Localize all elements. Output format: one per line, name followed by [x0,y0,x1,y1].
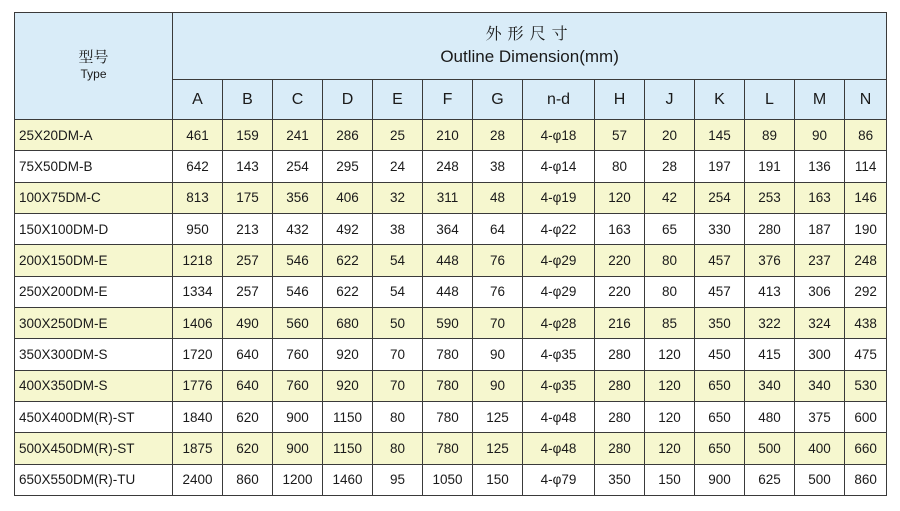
model-cell: 450X400DM(R)-ST [15,401,173,432]
dimension-cell: 813 [173,182,223,213]
dimension-cell: 280 [745,213,795,244]
dimension-cell: 280 [595,339,645,370]
dimension-cell: 860 [223,464,273,495]
dimension-cell: 80 [373,401,423,432]
dimension-cell: 546 [273,245,323,276]
outline-dimension-table [14,12,887,496]
dimension-cell: 4-φ48 [523,433,595,464]
dimension-cell: 80 [595,151,645,182]
dimension-cell: 620 [223,401,273,432]
column-header: A [173,80,223,120]
dimension-cell: 650 [695,370,745,401]
dimension-cell: 546 [273,276,323,307]
dimension-cell: 642 [173,151,223,182]
dimension-cell: 38 [373,213,423,244]
dimension-cell: 457 [695,245,745,276]
dimension-cell: 163 [595,213,645,244]
dimension-cell: 900 [695,464,745,495]
dimension-cell: 163 [795,182,845,213]
column-header: C [273,80,323,120]
model-cell: 250X200DM-E [15,276,173,307]
dimension-cell: 65 [645,213,695,244]
title-en: Outline Dimension(mm) [440,47,619,66]
dimension-cell: 1840 [173,401,223,432]
table-row [15,307,887,338]
dimension-cell: 24 [373,151,423,182]
dimension-cell: 286 [323,120,373,151]
model-cell: 100X75DM-C [15,182,173,213]
dimension-cell: 95 [373,464,423,495]
dimension-cell: 54 [373,245,423,276]
dimension-cell: 220 [595,276,645,307]
dimension-cell: 120 [645,339,695,370]
dimension-cell: 306 [795,276,845,307]
dimension-cell: 560 [273,307,323,338]
dimension-cell: 1720 [173,339,223,370]
dimension-cell: 187 [795,213,845,244]
dimension-cell: 254 [695,182,745,213]
type-header-cn: 型号 [78,49,109,66]
dimension-cell: 120 [645,433,695,464]
dimension-cell: 80 [645,245,695,276]
dimension-cell: 125 [473,433,523,464]
dimension-cell: 28 [645,151,695,182]
dimension-cell: 622 [323,276,373,307]
dimension-cell: 625 [745,464,795,495]
dimension-cell: 1050 [423,464,473,495]
column-header: D [323,80,373,120]
dimension-cell: 400 [795,433,845,464]
dimension-cell: 900 [273,401,323,432]
dimension-cell: 780 [423,370,473,401]
dimension-cell: 448 [423,276,473,307]
dimension-cell: 253 [745,182,795,213]
dimension-cell: 4-φ19 [523,182,595,213]
dimension-cell: 136 [795,151,845,182]
table-body [15,120,887,496]
dimension-cell: 120 [595,182,645,213]
dimension-cell: 257 [223,276,273,307]
dimension-cell: 1218 [173,245,223,276]
column-header: H [595,80,645,120]
model-cell: 400X350DM-S [15,370,173,401]
dimension-cell: 32 [373,182,423,213]
dimension-cell: 280 [595,370,645,401]
dimension-cell: 89 [745,120,795,151]
dimension-cell: 2400 [173,464,223,495]
table-row [15,245,887,276]
dimension-cell: 4-φ22 [523,213,595,244]
dimension-cell: 4-φ48 [523,401,595,432]
dimension-cell: 248 [845,245,887,276]
column-header: J [645,80,695,120]
dimension-cell: 48 [473,182,523,213]
dimension-cell: 237 [795,245,845,276]
table-row [15,213,887,244]
dimension-cell: 860 [845,464,887,495]
dimension-cell: 600 [845,401,887,432]
dimension-cell: 38 [473,151,523,182]
table-row [15,370,887,401]
dimension-cell: 1406 [173,307,223,338]
dimension-cell: 241 [273,120,323,151]
dimension-cell: 330 [695,213,745,244]
dimension-cell: 1776 [173,370,223,401]
dimension-cell: 190 [845,213,887,244]
dimension-cell: 125 [473,401,523,432]
model-cell: 500X450DM(R)-ST [15,433,173,464]
dimension-cell: 324 [795,307,845,338]
dimension-cell: 322 [745,307,795,338]
dimension-cell: 25 [373,120,423,151]
dimension-cell: 415 [745,339,795,370]
dimension-cell: 780 [423,401,473,432]
header-title-row [15,13,887,80]
dimension-cell: 143 [223,151,273,182]
dimension-cell: 70 [473,307,523,338]
dimension-cell: 406 [323,182,373,213]
dimension-cell: 42 [645,182,695,213]
table-row [15,276,887,307]
dimension-cell: 590 [423,307,473,338]
dimension-cell: 438 [845,307,887,338]
dimension-cell: 57 [595,120,645,151]
dimension-cell: 1200 [273,464,323,495]
dimension-cell: 197 [695,151,745,182]
dimension-cell: 114 [845,151,887,182]
model-cell: 75X50DM-B [15,151,173,182]
model-cell: 200X150DM-E [15,245,173,276]
dimension-cell: 340 [795,370,845,401]
title-cn: 外形尺寸 [485,26,574,43]
dimension-cell: 248 [423,151,473,182]
dimension-cell: 920 [323,370,373,401]
dimension-cell: 650 [695,433,745,464]
model-cell: 150X100DM-D [15,213,173,244]
model-cell: 25X20DM-A [15,120,173,151]
dimension-cell: 254 [273,151,323,182]
dimension-cell: 500 [745,433,795,464]
dimension-cell: 780 [423,339,473,370]
dimension-cell: 120 [645,401,695,432]
dimension-cell: 1334 [173,276,223,307]
table-row [15,182,887,213]
dimension-cell: 1150 [323,401,373,432]
dimension-cell: 4-φ18 [523,120,595,151]
dimension-cell: 356 [273,182,323,213]
dimension-cell: 1460 [323,464,373,495]
column-header: L [745,80,795,120]
column-header: E [373,80,423,120]
table-row [15,151,887,182]
dimension-cell: 210 [423,120,473,151]
table-row [15,464,887,495]
dimension-cell: 432 [273,213,323,244]
dimension-cell: 220 [595,245,645,276]
dimension-cell: 159 [223,120,273,151]
dimension-cell: 145 [695,120,745,151]
type-header-cell [15,13,173,120]
dimension-cell: 640 [223,339,273,370]
dimension-cell: 760 [273,339,323,370]
dimension-cell: 1150 [323,433,373,464]
dimension-cell: 457 [695,276,745,307]
dimension-cell: 350 [595,464,645,495]
dimension-cell: 257 [223,245,273,276]
model-cell: 350X300DM-S [15,339,173,370]
column-header: M [795,80,845,120]
dimension-cell: 461 [173,120,223,151]
dimension-cell: 4-φ35 [523,370,595,401]
dimension-cell: 150 [473,464,523,495]
model-cell: 300X250DM-E [15,307,173,338]
table-row [15,433,887,464]
table-row [15,401,887,432]
dimension-cell: 413 [745,276,795,307]
dimension-cell: 4-φ29 [523,276,595,307]
table-row [15,339,887,370]
dimension-cell: 760 [273,370,323,401]
dimension-cell: 191 [745,151,795,182]
dimension-cell: 1875 [173,433,223,464]
dimension-cell: 920 [323,339,373,370]
dimension-cell: 4-φ79 [523,464,595,495]
dimension-cell: 376 [745,245,795,276]
dimension-cell: 4-φ14 [523,151,595,182]
dimension-cell: 650 [695,401,745,432]
dimension-cell: 640 [223,370,273,401]
dimension-cell: 350 [695,307,745,338]
dimension-cell: 175 [223,182,273,213]
dimension-cell: 620 [223,433,273,464]
column-header: K [695,80,745,120]
dimension-cell: 375 [795,401,845,432]
column-header: n-d [523,80,595,120]
dimension-cell: 950 [173,213,223,244]
dimension-cell: 90 [795,120,845,151]
dimension-cell: 54 [373,276,423,307]
dimension-cell: 780 [423,433,473,464]
dimension-cell: 4-φ35 [523,339,595,370]
dimension-cell: 622 [323,245,373,276]
dimension-cell: 300 [795,339,845,370]
dimension-cell: 660 [845,433,887,464]
table-row [15,120,887,151]
column-header: B [223,80,273,120]
column-header: G [473,80,523,120]
dimension-cell: 70 [373,370,423,401]
dimension-cell: 450 [695,339,745,370]
type-header-en: Type [80,67,107,81]
dimension-cell: 64 [473,213,523,244]
dimension-cell: 20 [645,120,695,151]
model-cell: 650X550DM(R)-TU [15,464,173,495]
dimension-cell: 213 [223,213,273,244]
outline-dimension-title-cell [173,13,887,80]
dimension-cell: 280 [595,401,645,432]
dimension-cell: 146 [845,182,887,213]
dimension-cell: 76 [473,245,523,276]
dimension-cell: 311 [423,182,473,213]
dimension-cell: 80 [373,433,423,464]
dimension-cell: 280 [595,433,645,464]
dimension-cell: 90 [473,339,523,370]
dimension-cell: 70 [373,339,423,370]
dimension-cell: 150 [645,464,695,495]
dimension-cell: 500 [795,464,845,495]
dimension-cell: 4-φ29 [523,245,595,276]
dimension-cell: 50 [373,307,423,338]
dimension-cell: 28 [473,120,523,151]
dimension-cell: 492 [323,213,373,244]
dimension-cell: 90 [473,370,523,401]
dimension-cell: 680 [323,307,373,338]
dimension-cell: 364 [423,213,473,244]
dimension-cell: 4-φ28 [523,307,595,338]
dimension-cell: 530 [845,370,887,401]
dimension-cell: 292 [845,276,887,307]
dimension-cell: 448 [423,245,473,276]
dimension-cell: 480 [745,401,795,432]
dimension-cell: 76 [473,276,523,307]
dimension-cell: 80 [645,276,695,307]
column-header: F [423,80,473,120]
dimension-cell: 900 [273,433,323,464]
dimension-cell: 85 [645,307,695,338]
column-header: N [845,80,887,120]
dimension-cell: 216 [595,307,645,338]
dimension-cell: 120 [645,370,695,401]
dimension-cell: 86 [845,120,887,151]
dimension-cell: 295 [323,151,373,182]
dimension-cell: 340 [745,370,795,401]
dimension-cell: 475 [845,339,887,370]
dimension-cell: 490 [223,307,273,338]
